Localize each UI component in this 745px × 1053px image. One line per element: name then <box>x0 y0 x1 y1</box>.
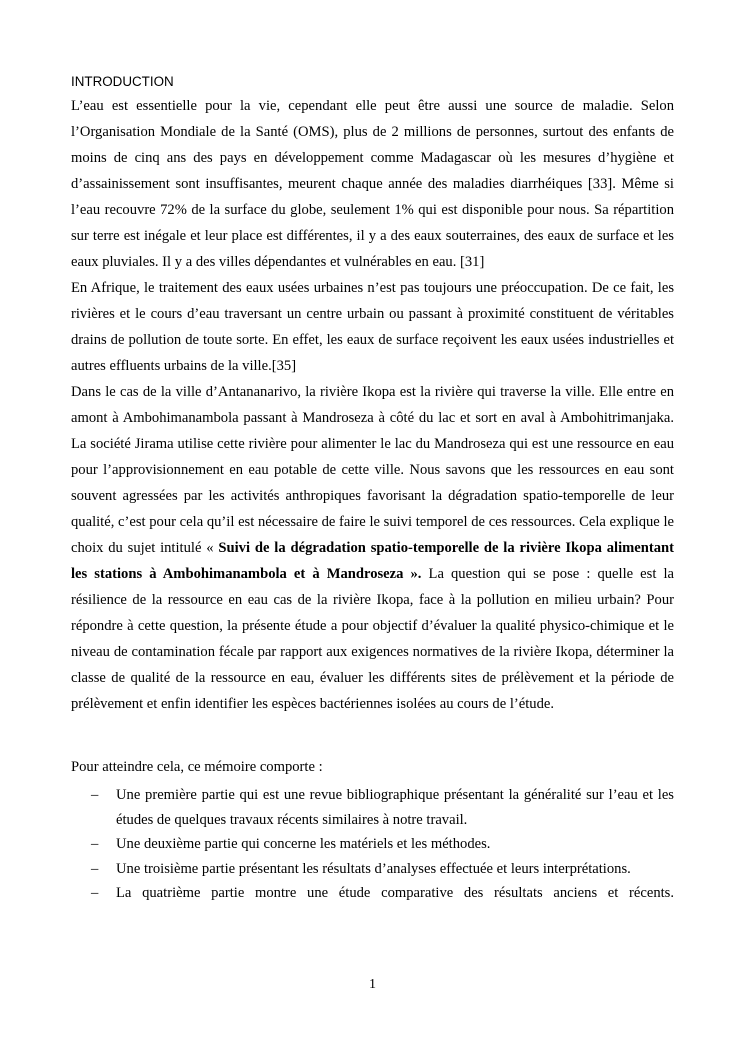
page-number: 1 <box>369 977 376 992</box>
list-item-text: La quatrième partie montre une étude comparative des résultats anciens et récents. <box>116 885 674 901</box>
paragraph-ikopa-river <box>71 379 674 717</box>
paragraph-ikopa-text-start: Dans le cas de la ville d’Antananarivo, la rivière Ikopa est la rivière qui traverse la ville. Elle entre en amont à Ambohimanambola passant à Mandroseza à côté du lac et sort en aval à Ambohitrimanjaka. La société Jirama utilise cette rivière pour alimenter le lac du Mandroseza qui est une ressource en eau pour l’approvisionnement en eau potable de cette ville. Nous savons que les ressources en eau sont souvent agressées par les activités anthropiques favorisant la dégradation spatio-temporelle de leur qualité, c’est pour cela qu’il est nécessaire de faire le suivi temporel de ces ressources. Cela explique le choix du sujet intitulé « <box>71 384 674 556</box>
paragraph-africa-wastewater: En Afrique, le traitement des eaux usées urbaines n’est pas toujours une préoccupation. De ce fait, les rivières et le cours d’eau traversant un centre urbain ou passant à proximité constituent de véritables drains de pollution de toute sorte. En effet, les eaux de surface reçoivent les eaux usées industrielles et autres effluents urbains de la ville.[35] <box>71 280 674 374</box>
paragraph-ikopa-text-end: La question qui se pose : quelle est la résilience de la ressource en eau cas de la rivière Ikopa, face à la pollution en milieu urbain? Pour répondre à cette question, la présente étude a pour objectif d’évaluer la qualité physico-chimique et le niveau de contamination fécale par rapport aux exigences normatives de la rivière Ikopa, déterminer la classe de qualité de la ressource en eau, évaluer les différents sites de prélèvement et la période de prélèvement et enfin identifier les espèces bactériennes isolées au cours de l’étude. <box>71 566 674 712</box>
list-item <box>91 783 674 832</box>
list-item-text: Une deuxième partie qui concerne les matériels et les méthodes. <box>116 836 491 852</box>
thesis-outline-list <box>91 783 674 906</box>
study-title: Suivi de la dégradation spatio-temporelle de la rivière Ikopa alimentant les stations à Ambohimanambola et à Mandroseza ». <box>71 540 675 582</box>
list-item <box>91 881 674 906</box>
list-item <box>91 857 674 882</box>
dash-bullet-icon: – <box>91 836 99 852</box>
plan-intro: Pour atteindre cela, ce mémoire comporte : <box>71 759 323 775</box>
paragraph-importance-of-water: L’eau est essentielle pour la vie, cependant elle peut être aussi une source de maladie. Selon l’Organisation Mondiale de la Santé (OMS), plus de 2 millions de personnes, surtout des enfants de moins de cinq ans des pays en développement comme Madagascar où les mesures d’hygiène et d’assainissement sont insuffisantes, meurent chaque année des maladies diarrhéiques [33]. Même si l’eau recouvre 72% de la surface du globe, seulement 1% qui est disponible pour nous. Sa répartition sur terre est inégale et leur place est différentes, il y a des eaux souterraines, des eaux de surface et les eaux pluviales. Il y a des villes dépendantes et vulnérables en eau. [31] <box>71 98 674 270</box>
list-item <box>91 832 674 857</box>
dash-bullet-icon: – <box>91 787 99 803</box>
list-item-text: Une troisième partie présentant les résultats d’analyses effectuée et leurs interprétations. <box>116 860 631 877</box>
dash-bullet-icon: – <box>91 860 99 877</box>
dash-bullet-icon: – <box>91 885 99 901</box>
section-heading: INTRODUCTION <box>71 74 174 89</box>
list-item-text: Une première partie qui est une revue bibliographique présentant la généralité sur l’eau et les études de quelques travaux récents similaires à notre travail. <box>116 787 674 828</box>
introduction-body <box>71 93 674 717</box>
